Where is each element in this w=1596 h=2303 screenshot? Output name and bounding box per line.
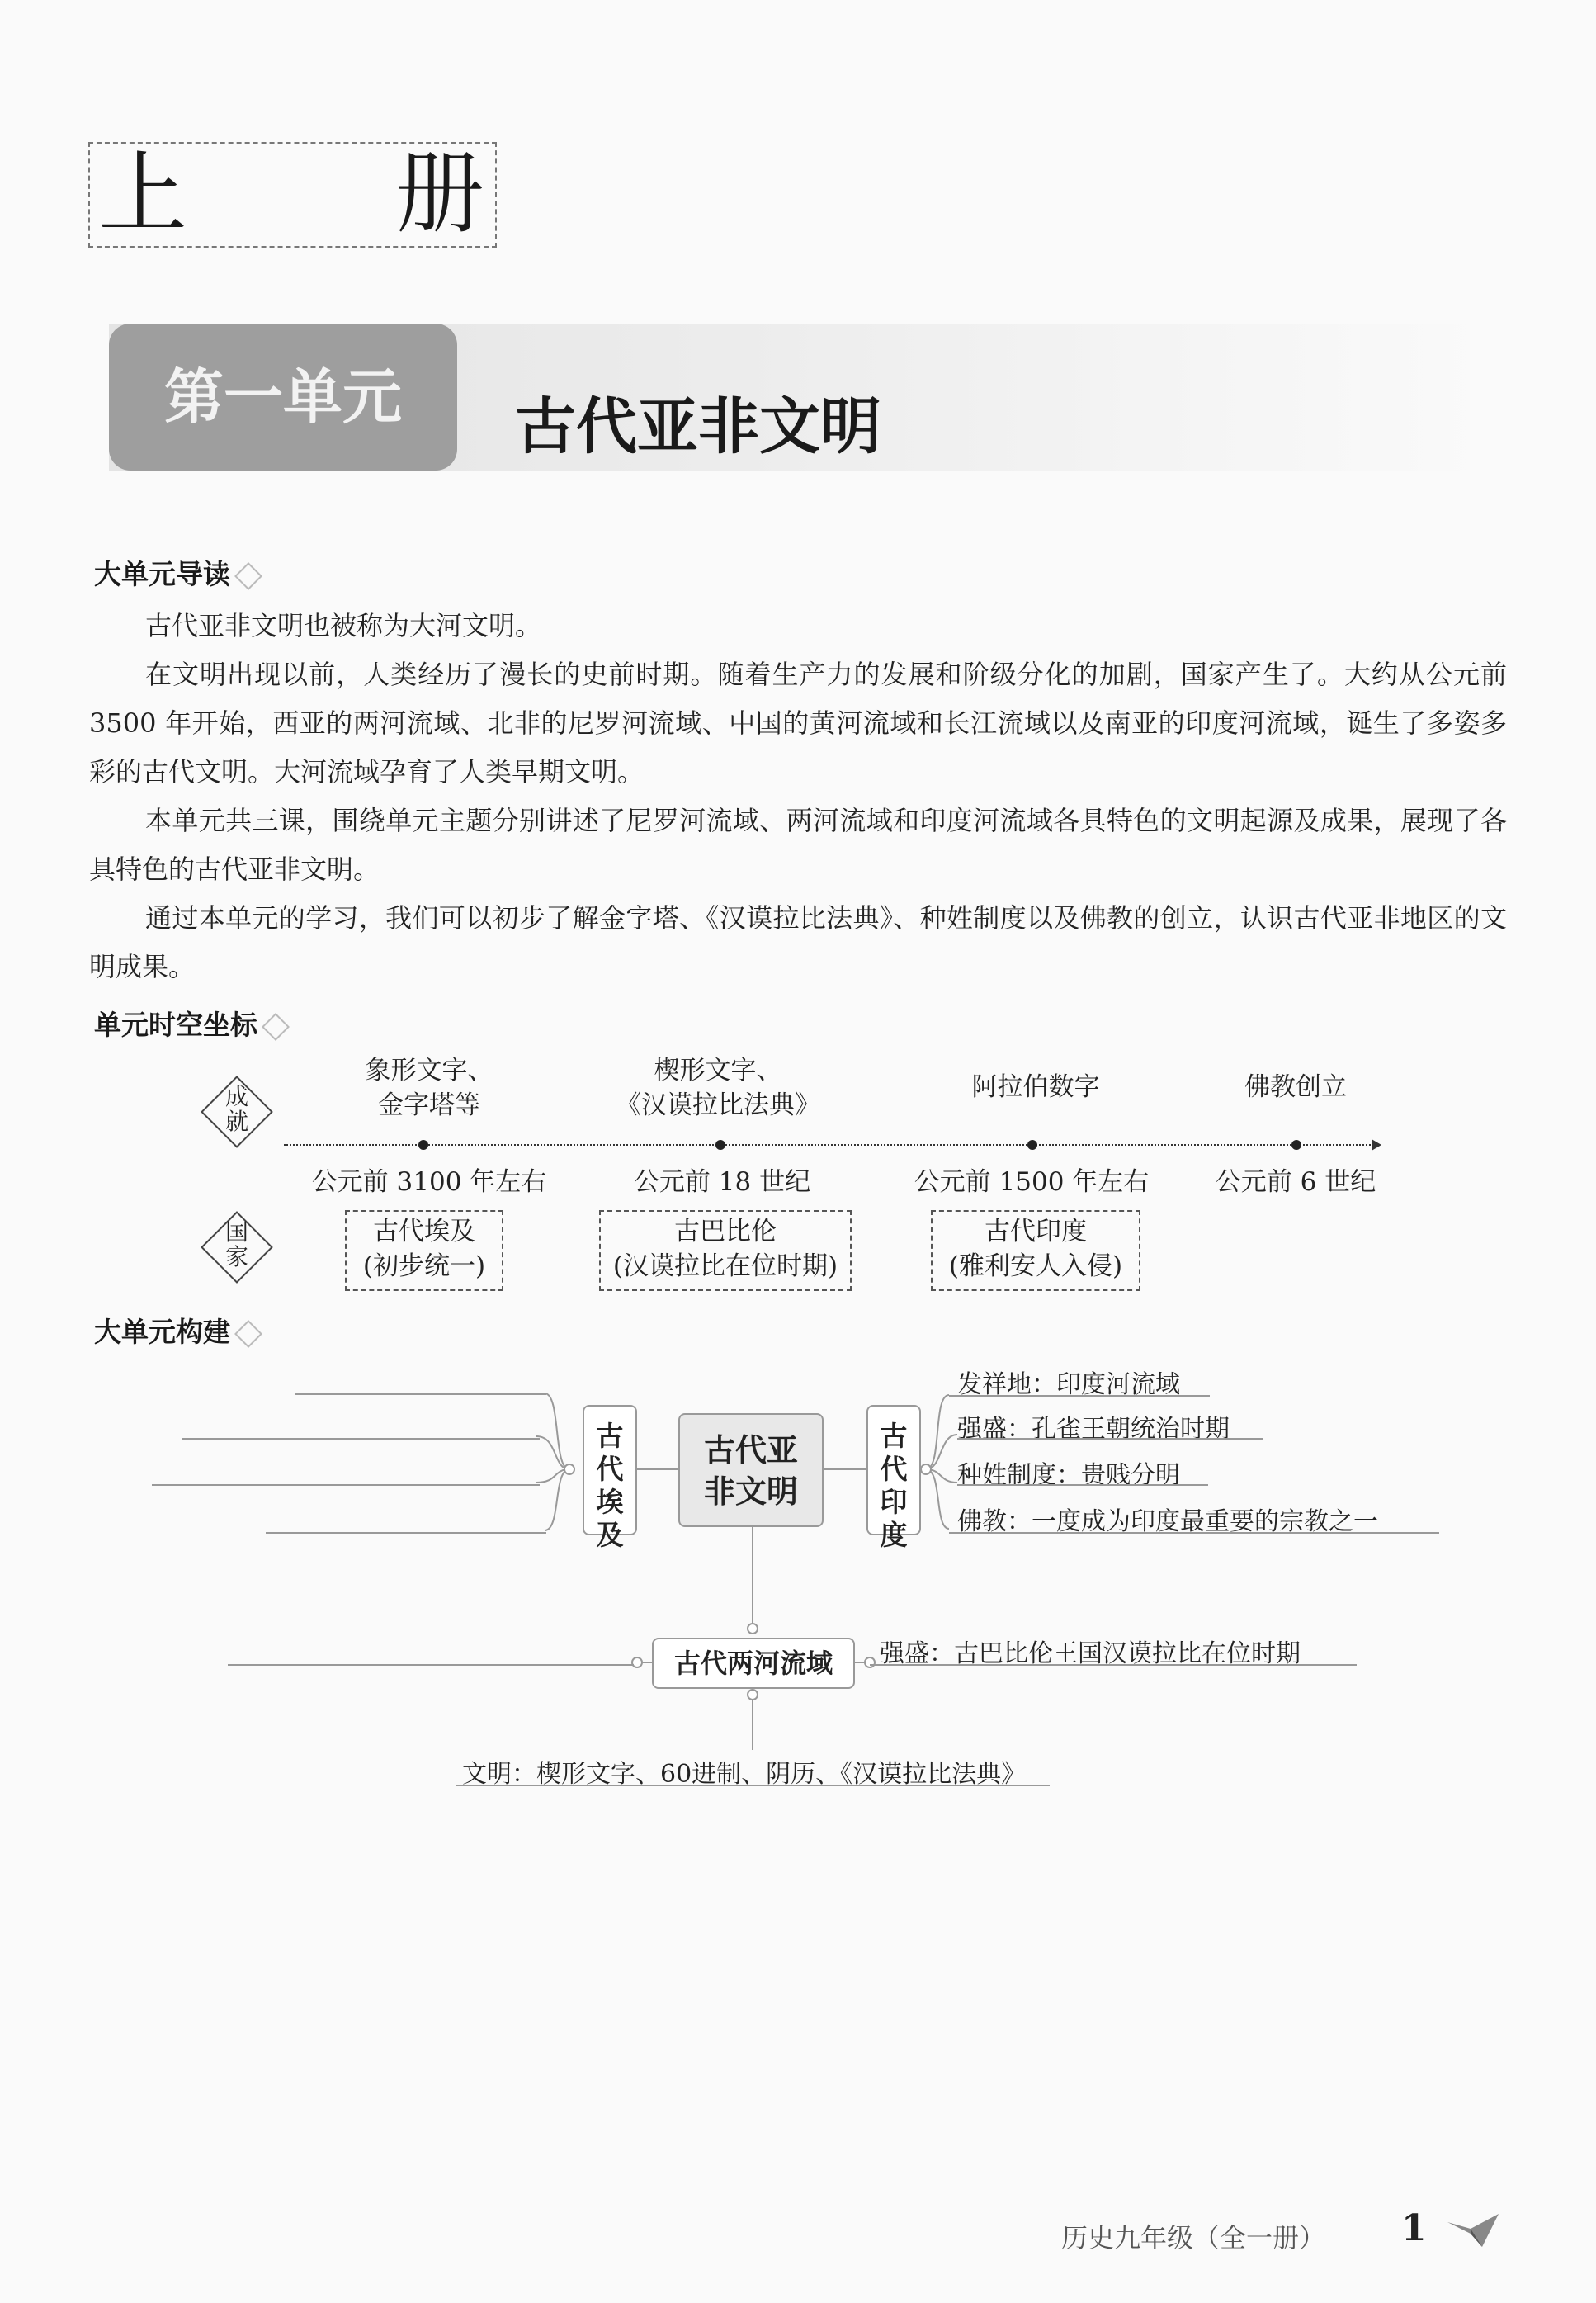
section-timeline-label: 单元时空坐标 [94,1009,257,1041]
underline [949,1532,1439,1534]
intro-paragraph: 通过本单元的学习，我们可以初步了解金字塔、《汉谟拉比法典》、种姓制度以及佛教的创立，认识古代亚非地区的文明成果。 [89,902,1507,982]
node-circle [564,1464,575,1475]
intro-paragraph: 本单元共三课，围绕单元主题分别讲述了尼罗河流域、两河流域和印度河流域各具特色的文明起源及成果，展现了各具特色的古代亚非文明。 [89,805,1507,885]
mesopotamia-right: 强盛：古巴比伦王国汉谟拉比在位时期 [880,1639,1301,1668]
underline [152,1484,540,1486]
mesopotamia-node: 古代两河流域 [652,1638,855,1689]
volume-char-b: 册 [395,143,485,246]
center-line: 古代亚 [703,1432,798,1468]
underline [957,1438,1263,1440]
country-line: 古巴比伦 [674,1217,777,1246]
page-number: 1 [1401,2207,1427,2249]
footer-book-title: 历史九年级（全一册） [1061,2222,1326,2253]
achievement-line: 金字塔等 [378,1090,480,1120]
section-build-label: 大单元构建 [94,1316,230,1348]
underline [182,1438,540,1440]
mesopotamia-bottom: 文明：楔形文字、60进制、阴历、《汉谟拉比法典》 [462,1760,1027,1789]
unit-title: 古代亚非文明 [515,391,881,462]
india-label: 古代印度 [880,1420,908,1551]
india-item: 强盛：孔雀王朝统治时期 [957,1415,1230,1444]
underline [266,1532,546,1534]
achievement-line: 楔形文字、 [654,1056,782,1085]
row-label-achievement: 成就 [224,1083,248,1135]
country-line: (汉谟拉比在位时期) [612,1251,838,1281]
center-line: 非文明 [703,1473,798,1510]
egypt-node [583,1405,637,1551]
achievement-line: 佛教创立 [1244,1072,1347,1102]
underline [949,1395,1210,1397]
country-line: (雅利安人入侵) [948,1251,1123,1281]
achievement-line: 象形文字、 [365,1056,493,1085]
node-circle [747,1689,758,1700]
row-label-country: 国家 [224,1218,248,1270]
event-date: 公元前 1500 年左右 [914,1167,1150,1197]
event-date: 公元前 18 世纪 [633,1167,811,1197]
underline [870,1664,1357,1666]
india-node [866,1405,921,1551]
section-intro-label: 大单元导读 [94,558,230,590]
volume-char-a: 上 [98,143,188,246]
node-circle [864,1657,876,1668]
node-circle [920,1464,932,1475]
india-item: 发祥地：印度河流域 [957,1370,1180,1399]
event-date: 公元前 6 世纪 [1215,1167,1376,1197]
india-item: 佛教：一度成为印度最重要的宗教之一 [957,1507,1378,1536]
node-circle [747,1623,758,1634]
underline [295,1393,546,1395]
event-date: 公元前 3100 年左右 [311,1167,547,1197]
egypt-label: 古代埃及 [596,1420,624,1551]
achievement-line: 《汉谟拉比法典》 [616,1090,820,1120]
india-item: 种姓制度：贵贱分明 [957,1461,1180,1490]
node-circle [631,1657,643,1668]
center-node [678,1413,824,1527]
paper-crane-icon [1446,2209,1500,2253]
underline [456,1785,1050,1786]
intro-paragraph: 在文明出现以前，人类经历了漫长的史前时期。随着生产力的发展和阶级分化的加剧，国家产生了。大约从公元前 3500 年开始，西亚的两河流域、北非的尼罗河流域、中国的黄河流域和长江流域以及南亚的印度河流域，诞生了多姿多彩的古代文明。大河流域孕育了人类早期文明。 [89,659,1507,787]
underline [228,1664,634,1666]
unit-label: 第一单元 [109,324,457,471]
intro-paragraph: 古代亚非文明也被称为大河文明。 [145,610,542,641]
country-line: 古代埃及 [373,1217,475,1246]
achievement-line: 阿拉伯数字 [971,1072,1100,1102]
country-line: 古代印度 [985,1217,1087,1246]
underline [957,1484,1208,1486]
country-line: (初步统一) [362,1251,486,1281]
